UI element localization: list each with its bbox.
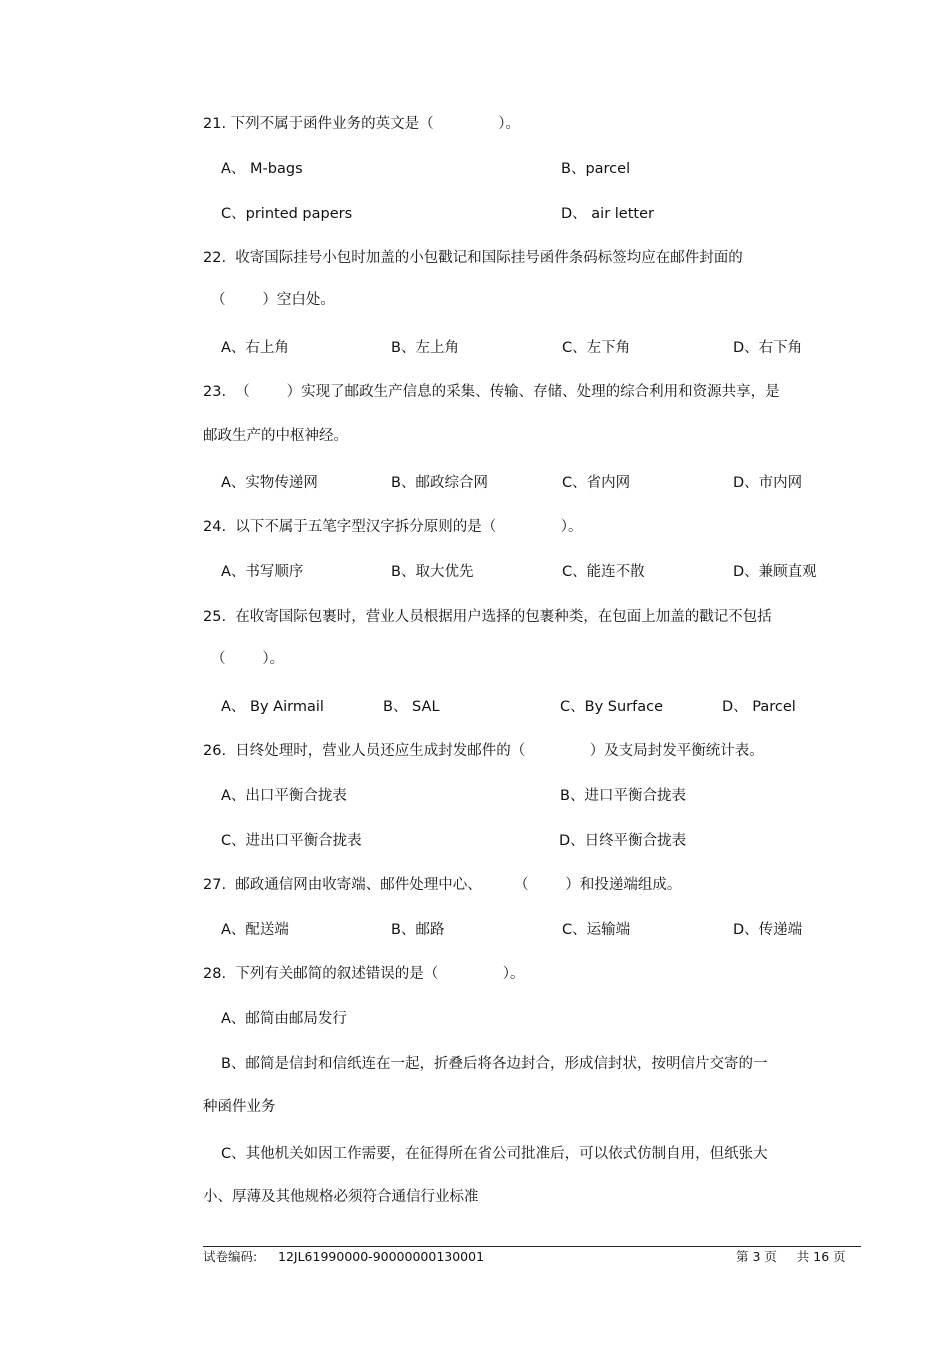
question-21-option-c: C、printed papers — [221, 206, 353, 222]
question-24-option-a: A、书写顺序 — [221, 564, 304, 580]
question-27-option-a: A、配送端 — [221, 922, 289, 938]
question-26-stem: 26. 日终处理时，营业人员还应生成封发邮件的（ ）及支局封发平衡统计表。 — [203, 743, 764, 759]
question-26-option-b: B、进口平衡合拢表 — [560, 788, 686, 804]
question-28-stem: 28. 下列有关邮简的叙述错误的是（ ）。 — [203, 966, 525, 982]
question-25-option-a: A、 By Airmail — [221, 699, 324, 715]
footer-exam-code: 12JL61990000-90000000130001 — [278, 1249, 485, 1264]
question-26-option-c: C、进出口平衡合拢表 — [221, 833, 362, 849]
question-23-stem-line-1: 23. （ ）实现了邮政生产信息的采集、传输、存储、处理的综合利用和资源共享，是 — [203, 384, 780, 400]
question-22-option-b: B、左上角 — [391, 340, 459, 356]
question-23-stem-line-2: 邮政生产的中枢神经。 — [203, 428, 348, 444]
question-22-option-c: C、左下角 — [562, 340, 631, 356]
question-25-stem-line-1: 25. 在收寄国际包裹时，营业人员根据用户选择的包裹种类，在包面上加盖的戳记不包括 — [203, 609, 772, 625]
question-21-stem: 21. 下列不属于函件业务的英文是（ ）。 — [203, 116, 520, 132]
footer-divider — [203, 1246, 861, 1247]
question-26-option-a: A、出口平衡合拢表 — [221, 788, 347, 804]
question-28-option-a: A、邮简由邮局发行 — [221, 1011, 347, 1027]
question-23-option-d: D、市内网 — [733, 475, 803, 491]
question-24-option-c: C、能连不散 — [562, 564, 645, 580]
question-24-option-d: D、兼顾直观 — [733, 564, 817, 580]
question-27-stem: 27. 邮政通信网由收寄端、邮件处理中心、 （ ）和投递端组成。 — [203, 877, 682, 893]
question-28-option-c-line-1: C、其他机关如因工作需要，在征得所在省公司批准后，可以依式仿制自用，但纸张大 — [221, 1146, 768, 1162]
question-27-option-d: D、传递端 — [733, 922, 803, 938]
question-24-option-b: B、取大优先 — [391, 564, 474, 580]
question-21-option-a: A、 M-bags — [221, 161, 303, 177]
question-28-option-c-line-2: 小、厚薄及其他规格必须符合通信行业标准 — [203, 1189, 479, 1205]
question-21-option-d: D、 air letter — [561, 206, 654, 222]
question-25-option-c: C、By Surface — [560, 699, 664, 715]
question-25-option-b: B、 SAL — [383, 699, 440, 715]
question-24-stem: 24. 以下不属于五笔字型汉字拆分原则的是（ ）。 — [203, 519, 583, 535]
question-21-option-b: B、parcel — [561, 161, 631, 177]
question-23-option-c: C、省内网 — [562, 475, 631, 491]
question-26-option-d: D、日终平衡合拢表 — [559, 833, 687, 849]
question-28-option-b-line-1: B、邮简是信封和信纸连在一起，折叠后将各边封合，形成信封状，按明信片交寄的一 — [221, 1056, 768, 1072]
question-23-option-a: A、实物传递网 — [221, 475, 318, 491]
question-27-option-c: C、运输端 — [562, 922, 631, 938]
question-22-stem-line-2: （ ）空白处。 — [211, 292, 335, 308]
question-22-option-d: D、右下角 — [733, 340, 803, 356]
question-25-option-d: D、 Parcel — [722, 699, 796, 715]
question-25-stem-line-2: （ ）。 — [211, 651, 285, 667]
question-27-option-b: B、邮路 — [391, 922, 445, 938]
footer-page-number: 第 3 页 共 16 页 — [736, 1249, 846, 1264]
question-28-option-b-line-2: 种函件业务 — [203, 1099, 276, 1115]
question-23-option-b: B、邮政综合网 — [391, 475, 488, 491]
question-22-option-a: A、右上角 — [221, 340, 289, 356]
footer-code-label: 试卷编码: — [203, 1249, 258, 1264]
question-22-stem-line-1: 22. 收寄国际挂号小包时加盖的小包戳记和国际挂号函件条码标签均应在邮件封面的 — [203, 250, 743, 266]
